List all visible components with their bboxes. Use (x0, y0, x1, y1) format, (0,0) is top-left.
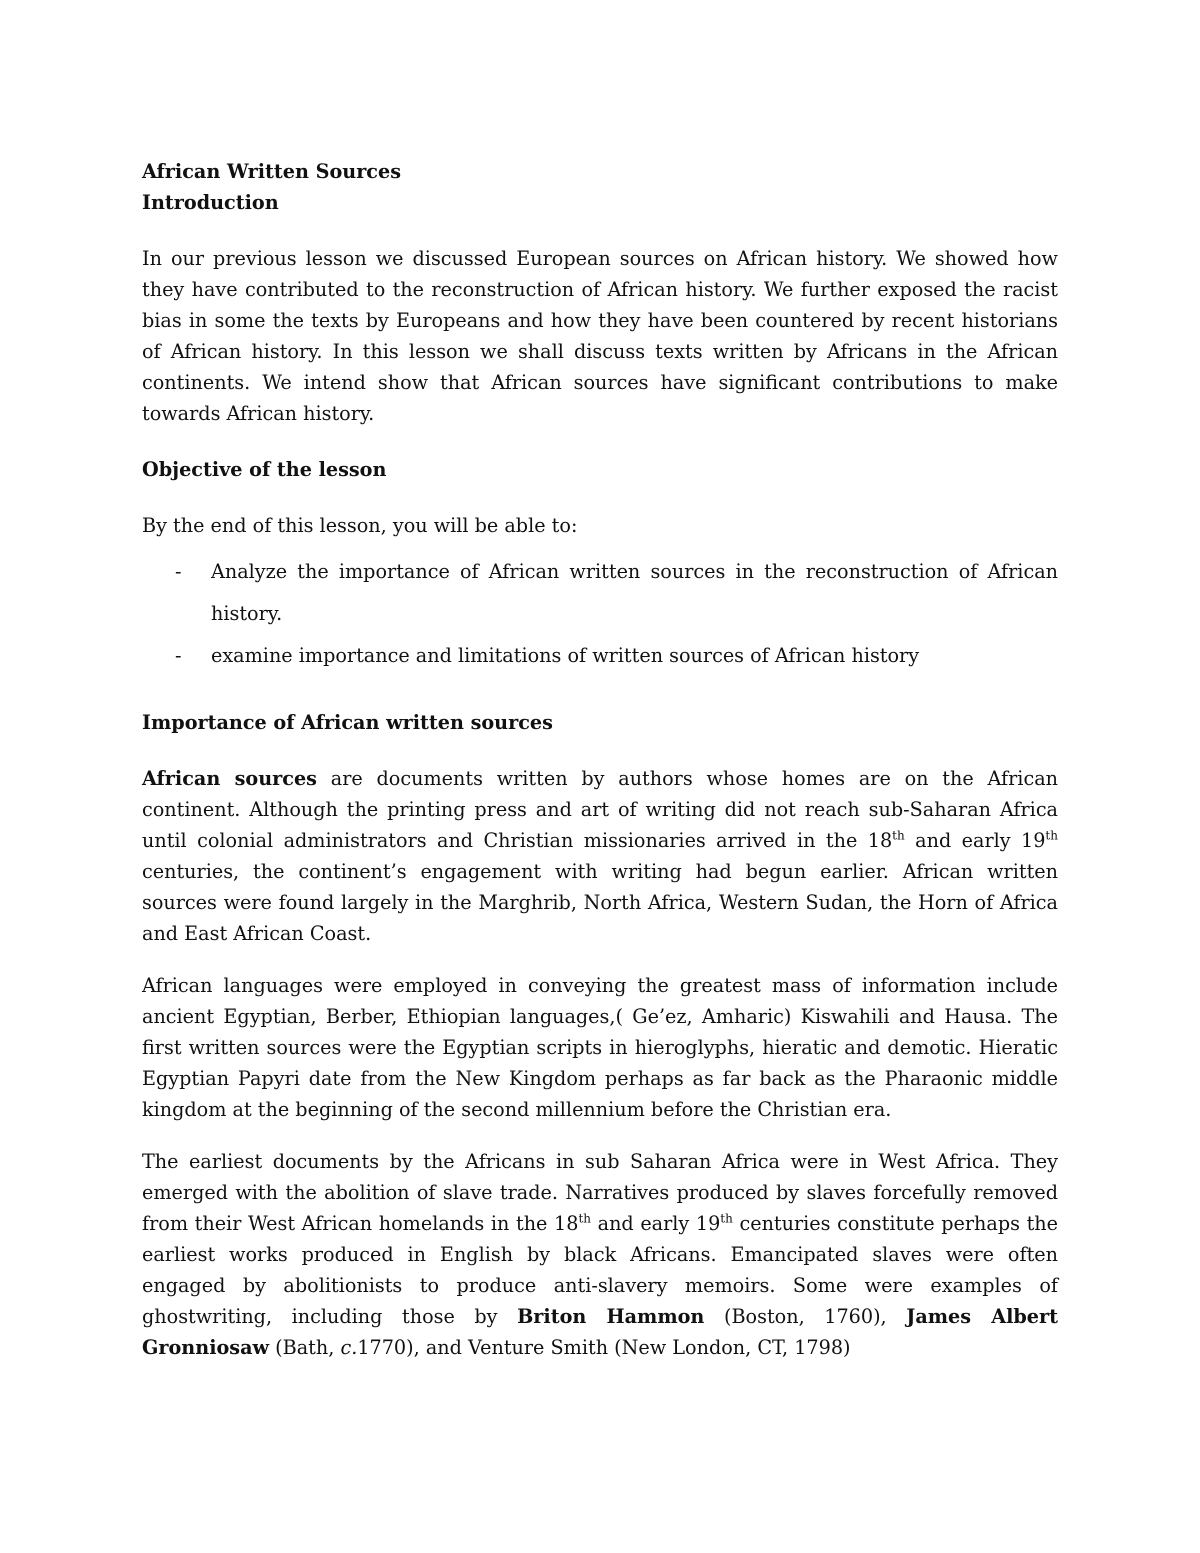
text-run: and early 19 (591, 1212, 721, 1235)
earliest-documents-paragraph (142, 1146, 1058, 1363)
text-run: The earliest documents by the Africans in sub Saharan Africa were in West Africa. They emerged with the abolition of slave trade. Narratives produced by slaves forcefully removed from their West African homelands in the 18 (142, 1150, 1058, 1235)
text-run: and early 19 (904, 829, 1046, 852)
superscript: th (1045, 828, 1058, 843)
text-run: centuries constitute perhaps the earliest works produced in English by black Africans. Emancipated slaves were often engaged by abolitionists to produce anti-slavery memoirs. Some were examples of ghostwriting, including those by (142, 1212, 1058, 1328)
text-run: 1770), and Venture Smith (New London, CT, 1798) (357, 1336, 851, 1359)
importance-heading: Importance of African written sources (142, 711, 553, 734)
bold-term: African sources (142, 767, 317, 790)
objective-heading: Objective of the lesson (142, 458, 387, 481)
introduction-paragraph: In our previous lesson we discussed European sources on African history. We showed how they have contributed to the reconstruction of African history. We further exposed the racist bias in some the texts by Europeans and how they have been countered by recent historians of African history. In this lesson we shall discuss texts written by Africans in the African continents. We intend show that African sources have significant contributions to make towards African history. (142, 247, 1058, 425)
circa-abbrev: c. (340, 1336, 358, 1359)
dash-bullet: - (175, 644, 182, 667)
text-run: (Boston, 1760), (704, 1305, 907, 1328)
objective-text: examine importance and limitations of written sources of African history (211, 644, 920, 667)
superscript: th (892, 828, 905, 843)
author-name: Briton Hammon (517, 1305, 705, 1328)
introduction-heading: Introduction (142, 191, 279, 214)
objective-lead: By the end of this lesson, you will be able to: (142, 514, 578, 537)
list-item (142, 635, 1058, 677)
dash-bullet: - (175, 560, 182, 583)
author-name: James Albert Gronniosaw (142, 1305, 1058, 1359)
african-languages-paragraph: African languages were employed in conveying the greatest mass of information include ancient Egyptian, Berber, Ethiopian languages,( Ge’ez, Amharic) Kiswahili and Hausa. The first written sources were the Egyptian scripts in hieroglyphs, hieratic and demotic. Hieratic Egyptian Papyri date from the New Kingdom perhaps as far back as the Pharaonic middle kingdom at the beginning of the second millennium before the Christian era. (142, 974, 1058, 1121)
objectives-list (142, 551, 1058, 677)
superscript: th (720, 1211, 733, 1226)
african-sources-paragraph (142, 763, 1058, 949)
list-item (142, 551, 1058, 635)
text-run: are documents written by authors whose homes are on the African continent. Although the printing press and art of writing did not reach sub-Saharan Africa until colonial administrators and Christian missionaries arrived in the 18 (142, 767, 1058, 852)
text-run: (Bath, (269, 1336, 341, 1359)
document-title: African Written Sources (142, 160, 402, 183)
superscript: th (578, 1211, 592, 1226)
text-run: centuries, the continent’s engagement with writing had begun earlier. African written sources were found largely in the Marghrib, North Africa, Western Sudan, the Horn of Africa and East African Coast. (142, 860, 1058, 945)
objective-text: Analyze the importance of African written sources in the reconstruction of African history. (211, 560, 1058, 625)
